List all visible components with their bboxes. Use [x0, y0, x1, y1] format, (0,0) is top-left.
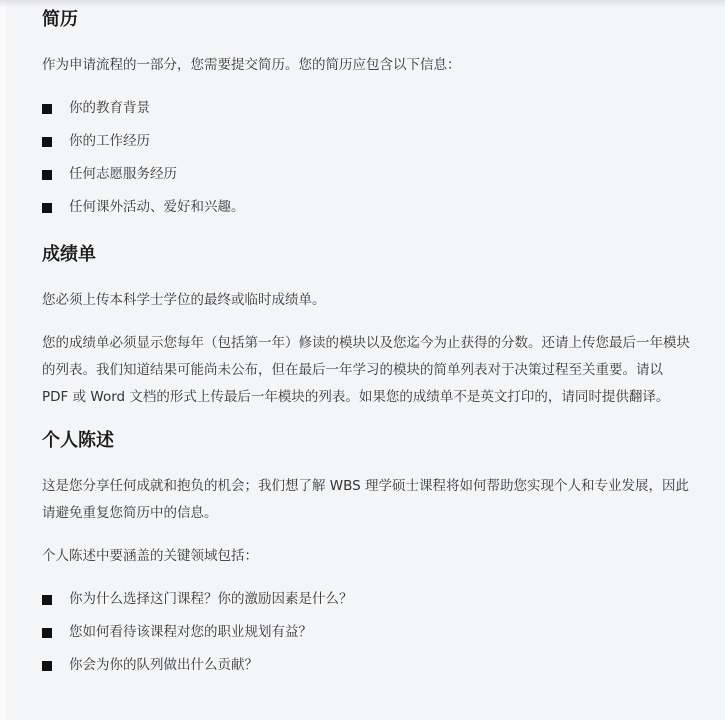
paragraph: 您的成绩单必须显示您每年（包括第一年）修读的模块以及您迄今为止获得的分数。还请上传您最后一年模块的列表。我们知道结果可能尚未公布，但在最后一年学习的模块的简单列表对于决策过程至关重要。请以 PDF 或 Word 文档的形式上传最后一年模块的列表。如果您的成绩单不是英文打印的，请同时提供翻译。 [42, 335, 690, 405]
section-heading: 简历 [42, 9, 78, 30]
page-edge [0, 0, 6, 720]
section-heading: 个人陈述 [42, 430, 114, 451]
list-item-text: 任何志愿服务经历 [69, 166, 177, 182]
list-item-text: 你会为你的队列做出什么贡献？ [69, 657, 258, 673]
list-item-text: 你的教育背景 [69, 100, 150, 116]
list-item [42, 95, 692, 122]
bullet-square-icon [42, 170, 52, 180]
list-item [42, 652, 692, 679]
list-item [42, 619, 692, 646]
document-content [42, 6, 692, 699]
list-item [42, 586, 692, 613]
list-item-text: 你为什么选择这门课程？你的激励因素是什么？ [69, 591, 353, 607]
paragraph: 您必须上传本科学士学位的最终或临时成绩单。 [42, 292, 326, 308]
bullet-square-icon [42, 595, 52, 605]
bullet-list [42, 586, 692, 679]
section-heading: 成绩单 [42, 244, 96, 265]
list-item [42, 128, 692, 155]
list-item [42, 161, 692, 188]
list-item [42, 194, 692, 221]
list-item-text: 您如何看待该课程对您的职业规划有益？ [69, 624, 312, 640]
section-cv [42, 6, 692, 221]
section-transcript [42, 241, 692, 411]
bullet-list [42, 95, 692, 221]
paragraph: 个人陈述中要涵盖的关键领域包括： [42, 548, 258, 564]
paragraph: 作为申请流程的一部分，您需要提交简历。您的简历应包含以下信息： [42, 57, 461, 73]
bullet-square-icon [42, 203, 52, 213]
bullet-square-icon [42, 137, 52, 147]
paragraph: 这是您分享任何成就和抱负的机会；我们想了解 WBS 理学硕士课程将如何帮助您实现个人和专业发展，因此请避免重复您简历中的信息。 [42, 478, 690, 521]
section-personal-statement [42, 427, 692, 679]
bullet-square-icon [42, 104, 52, 114]
bullet-square-icon [42, 661, 52, 671]
list-item-text: 你的工作经历 [69, 133, 150, 149]
bullet-square-icon [42, 628, 52, 638]
list-item-text: 任何课外活动、爱好和兴趣。 [69, 199, 245, 215]
